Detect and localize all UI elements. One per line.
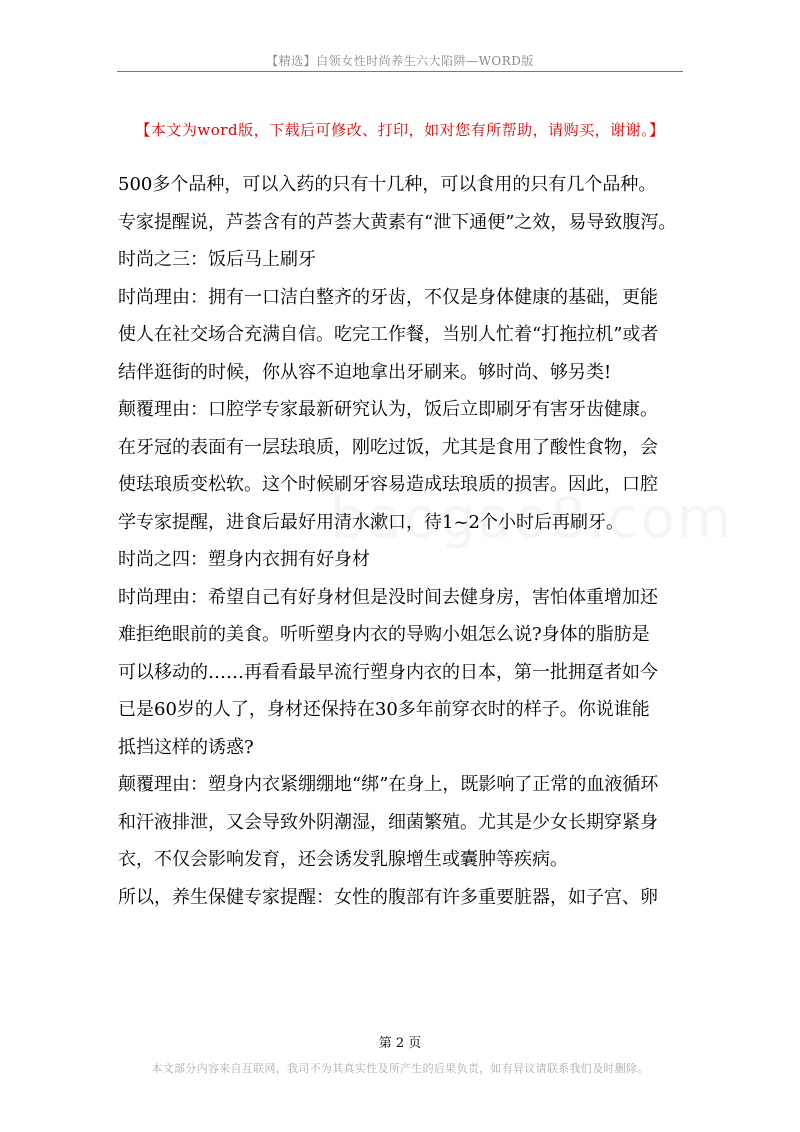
text-line: 使珐琅质变松软。这个时候刷牙容易造成珐琅质的损害。因此，口腔 <box>118 474 658 495</box>
section-heading: 时尚之四：塑身内衣拥有好身材 <box>118 549 370 570</box>
text-line: 和汗液排泄，又会导致外阴潮湿，细菌繁殖。尤其是少女长期穿紧身 <box>118 811 658 833</box>
text-line: 500多个品种，可以入药的只有十几种，可以食用的只有几个品种。 <box>118 174 657 195</box>
text-line: 颠覆理由：口腔学专家最新研究认为，饭后立即刷牙有害牙齿健康。 <box>118 399 658 420</box>
text-line: 所以，养生保健专家提醒：女性的腹部有许多重要脏器，如子宫、卵 <box>118 886 658 908</box>
text-line: 时尚理由：拥有一口洁白整齐的牙齿，不仅是身体健康的基础，更能 <box>118 286 658 308</box>
text-line: 专家提醒说，芦荟含有的芦荟大黄素有“泄下通便”之效，易导致腹泻。 <box>118 211 677 233</box>
text-line: 衣，不仅会影响发育，还会诱发乳腺增生或囊肿等疾病。 <box>118 849 568 870</box>
text-line: 结伴逛街的时候，你从容不迫地拿出牙刷来。够时尚、够另类! <box>118 361 612 383</box>
disclaimer-footer: 本文部分内容来自互联网，我司不为其真实性及所产生的后果负责，如有异议请联系我们及时删除。 <box>151 1062 649 1075</box>
text-line: 在牙冠的表面有一层珐琅质，刚吃过饭，尤其是食用了酸性食物，会 <box>118 436 658 458</box>
purchase-notice: 【本文为word版，下载后可修改、打印，如对您有所帮助，请购买，谢谢。】 <box>135 121 665 139</box>
text-line: 学专家提醒，进食后最好用清水漱口，待1~2个小时后再刷牙。 <box>118 511 624 533</box>
page-number: 第 2 页 <box>378 1036 422 1051</box>
document-header: 【精选】白领女性时尚养生六大陷阱—WORD版 <box>266 54 534 68</box>
body-text <box>118 166 684 916</box>
text-line: 使人在社交场合充满自信。吃完工作餐，当别人忙着“打拖拉机”或者 <box>118 324 659 345</box>
text-line: 已是60岁的人了，身材还保持在30多年前穿衣时的样子。你说谁能 <box>118 699 650 720</box>
text-line: 难拒绝眼前的美食。听听塑身内衣的导购小姐怎么说?身体的脂肪是 <box>118 624 650 645</box>
header-divider <box>117 71 683 72</box>
text-line: 颠覆理由：塑身内衣紧绷绷地“绑”在身上，既影响了正常的血液循环 <box>118 774 659 795</box>
text-line: 时尚理由：希望自己有好身材但是没时间去健身房，害怕体重增加还 <box>118 586 658 608</box>
text-line: 抵挡这样的诱惑? <box>118 736 254 758</box>
text-line: 可以移动的……再看看最早流行塑身内衣的日本，第一批拥趸者如今 <box>118 661 658 683</box>
section-heading: 时尚之三：饭后马上刷牙 <box>118 249 316 270</box>
